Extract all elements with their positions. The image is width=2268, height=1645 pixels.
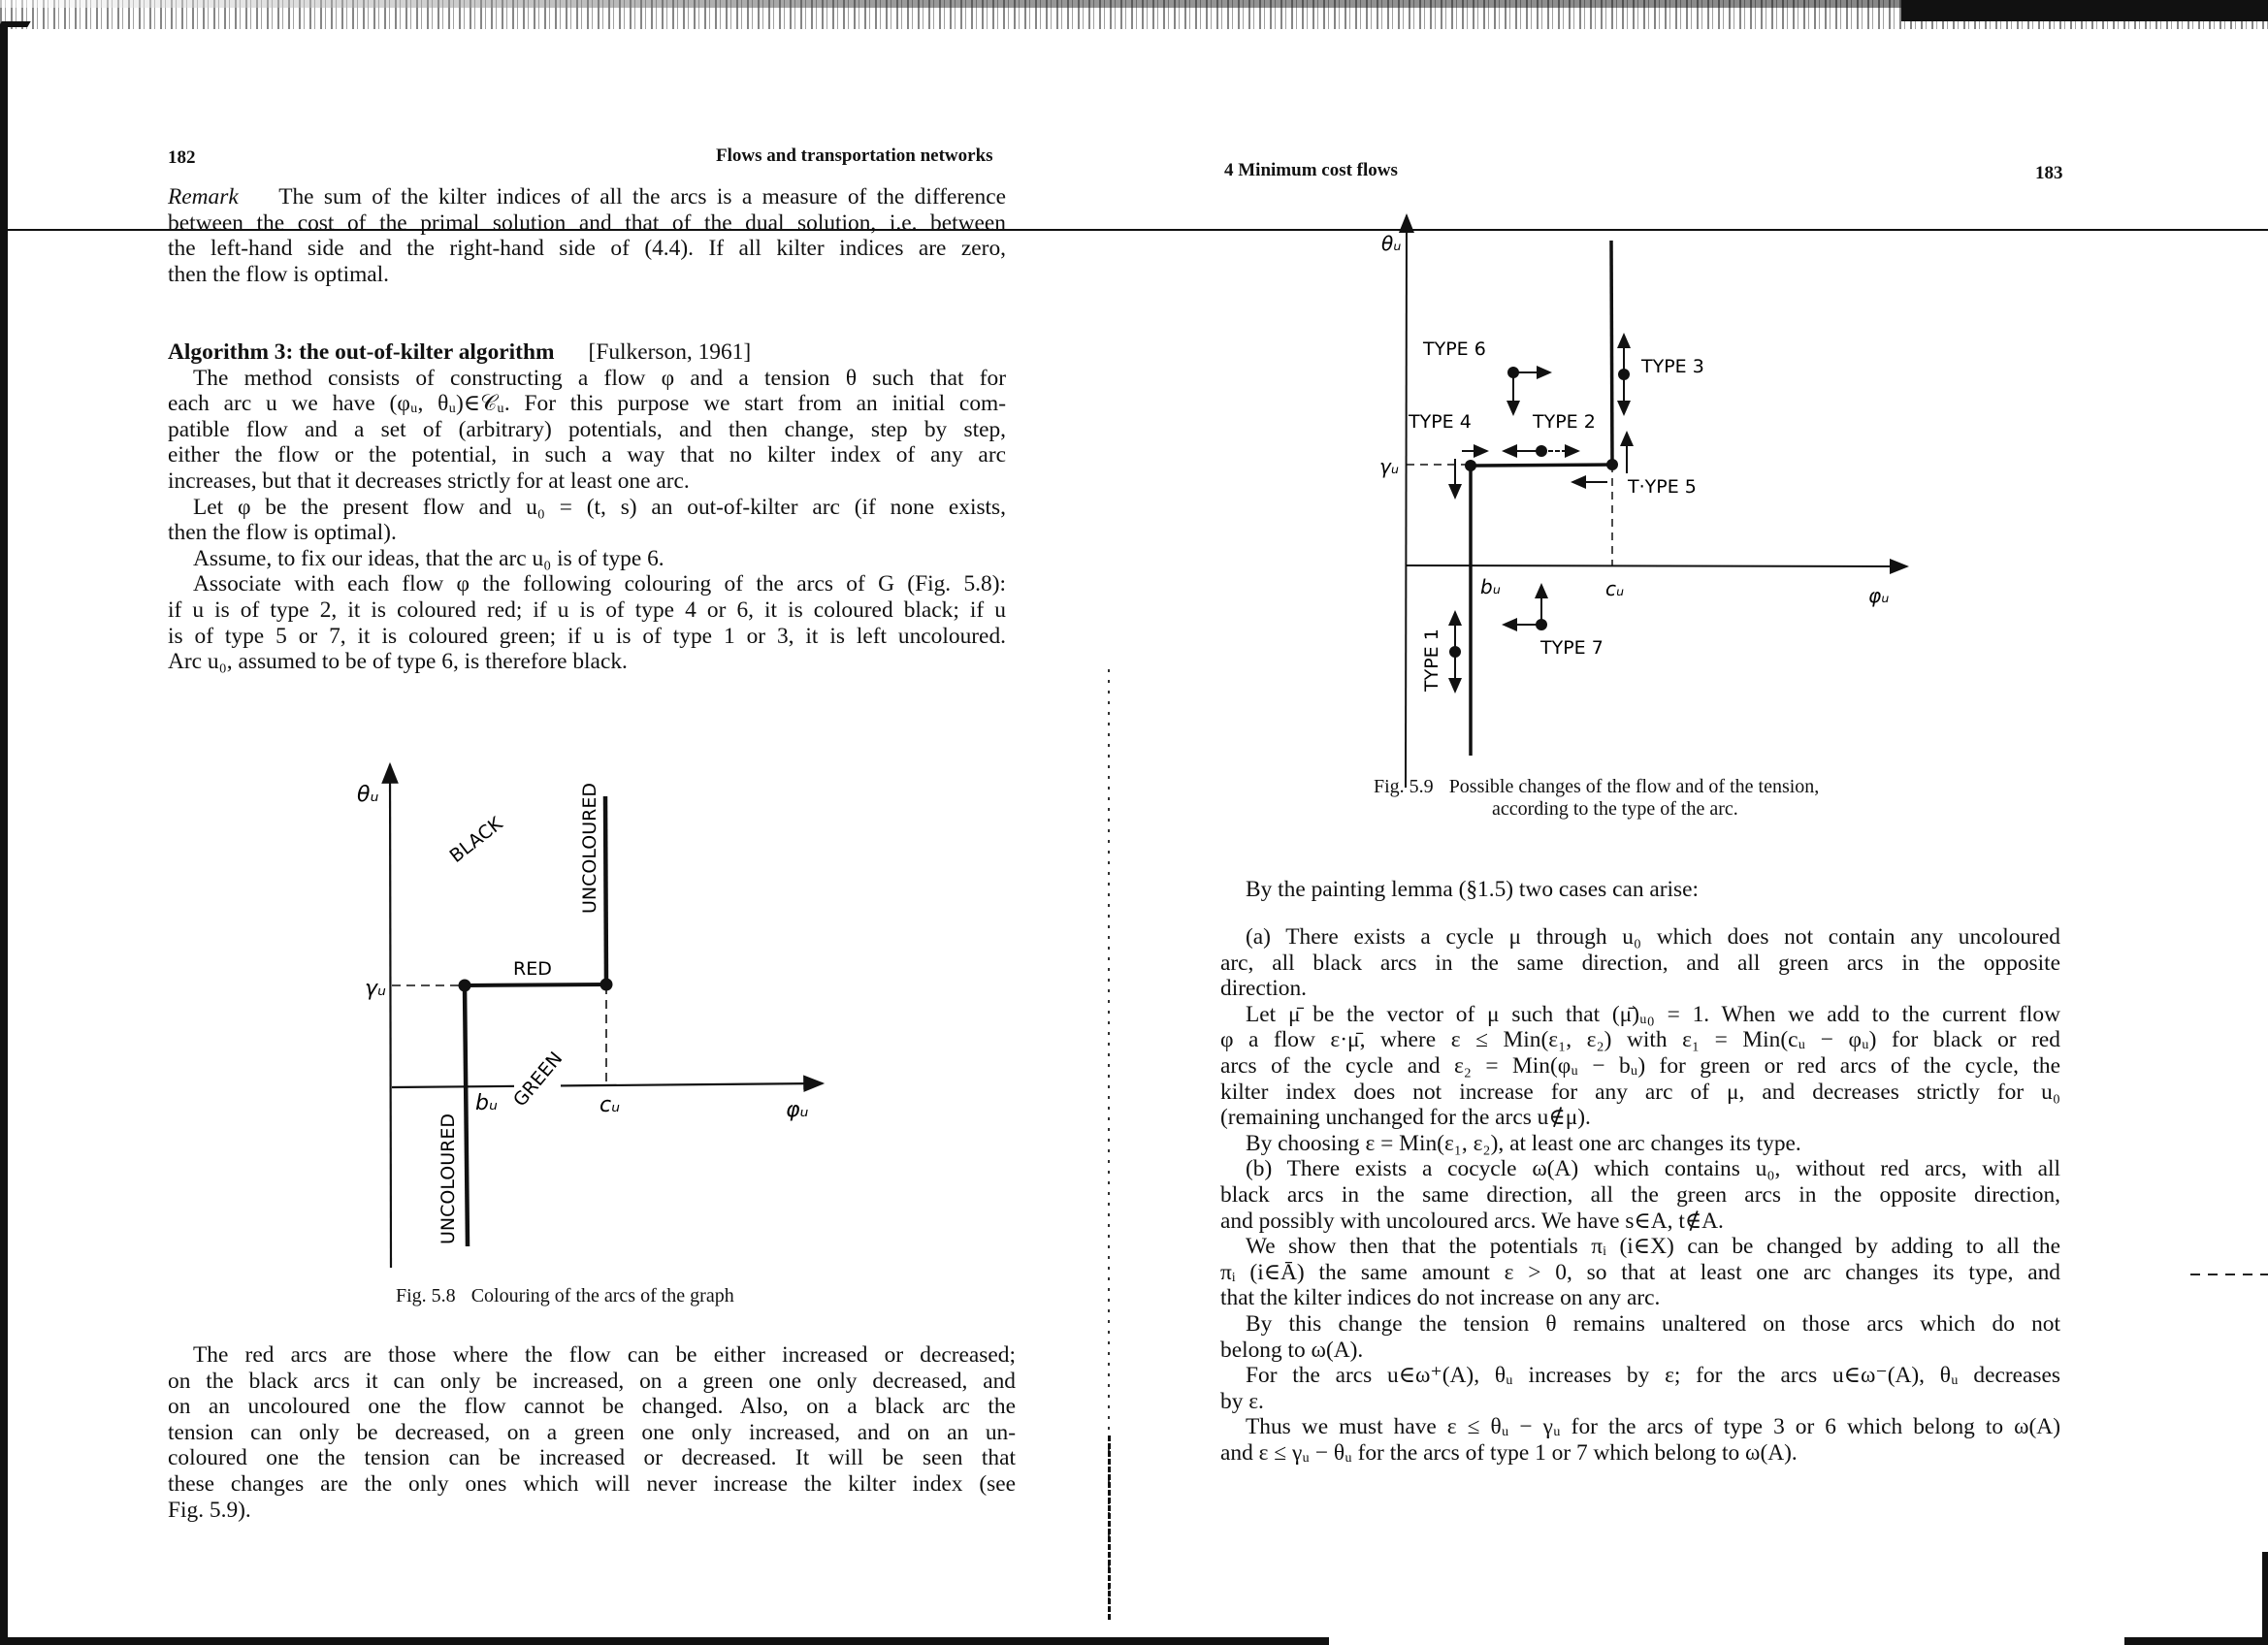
scan-edge-bottom-right xyxy=(2124,1637,2268,1645)
body-line: Fig. 5.9). xyxy=(168,1497,251,1523)
scan-edge-right xyxy=(2262,1552,2268,1637)
closing-paragraph xyxy=(168,1342,1016,1523)
body-line: πᵢ (i∈Ā) the same amount ε > 0, so that at least one arc changes its type, and xyxy=(1220,1259,2060,1285)
body-line: arc, all black arcs in the same direction, and all green arcs in the opposite xyxy=(1220,950,2060,976)
figure-5-8-caption xyxy=(396,1285,734,1307)
type3-label: TYPE 3 xyxy=(1641,356,1704,377)
remark-paragraph xyxy=(168,184,1006,287)
y-axis xyxy=(390,764,391,1268)
type2-label: TYPE 2 xyxy=(1533,411,1596,433)
caption-line: Possible changes of the flow and of the tension, xyxy=(1448,776,1820,797)
x-axis xyxy=(1407,565,1907,566)
remark-line: between the cost of the primal solution and that of the dual solution, i.e. between xyxy=(168,210,1006,236)
x-axis xyxy=(392,1083,823,1087)
tick-gamma: γᵤ xyxy=(365,977,386,1001)
body-line: by ε. xyxy=(1220,1388,1264,1414)
body-line: patible flow and a set of (arbitrary) potentials, and then change, step by step, xyxy=(168,416,1006,442)
body-line: The red arcs are those where the flow can be either increased or decreased; xyxy=(193,1342,1016,1368)
scan-edge-top-right xyxy=(1901,0,2268,21)
caption-number: Fig. 5.9 xyxy=(1374,776,1434,797)
body-line: We show then that the potentials πᵢ (i∈X) can be changed by adding to all the xyxy=(1246,1234,2060,1260)
vertical-segment-top xyxy=(1611,241,1612,465)
body-line: direction. xyxy=(1220,976,1307,1002)
body-line: then the flow is optimal). xyxy=(168,520,397,546)
red-arc-segment xyxy=(465,984,606,985)
y-axis xyxy=(1406,215,1407,788)
uncoloured-top-segment xyxy=(605,796,606,984)
running-head: 4 Minimum cost flows xyxy=(1224,160,1398,180)
point-b-gamma xyxy=(459,980,471,992)
book-gutter-dark xyxy=(1108,1435,1111,1620)
tick-b: bᵤ xyxy=(475,1091,498,1115)
body-line: (a) There exists a cycle μ through u₀ which does not contain any uncoloured xyxy=(1246,924,2060,950)
body-line: Arc u₀, assumed to be of type 6, is therefore black. xyxy=(168,649,628,675)
label-uncoloured-bottom: UNCOLOURED xyxy=(437,1113,459,1244)
label-green: GREEN xyxy=(508,1048,567,1112)
body-line: on the black arcs it can only be increased, on a green one only decreased, and xyxy=(168,1368,1016,1394)
caption-number: Fig. 5.8 xyxy=(396,1285,456,1306)
body-line: that the kilter indices do not increase on any arc. xyxy=(1220,1285,1661,1311)
tick-c: cᵤ xyxy=(1605,577,1625,600)
body-line: increases, but that it decreases strictly for at least one arc. xyxy=(168,468,690,494)
remark-line: the left-hand side and the right-hand side of (4.4). If all kilter indices are zero, xyxy=(168,236,1006,262)
remark-label: Remark xyxy=(168,184,239,210)
body-line: Associate with each flow φ the following colouring of the arcs of G (Fig. 5.8): xyxy=(193,571,1006,597)
caption-text: Colouring of the arcs of the graph xyxy=(470,1285,734,1306)
type6-label: TYPE 6 xyxy=(1423,339,1486,360)
uncoloured-bottom-segment xyxy=(465,985,468,1246)
body-line: Thus we must have ε ≤ θᵤ − γᵤ for the arcs of type 3 or 6 which belong to ω(A) xyxy=(1246,1414,2060,1440)
algorithm-citation: [Fulkerson, 1961] xyxy=(588,339,752,365)
page-number: 182 xyxy=(168,147,196,168)
body-line: Let φ be the present flow and u₀ = (t, s) an out-of-kilter arc (if none exists, xyxy=(193,494,1006,520)
body-line: By choosing ε = Min(ε₁, ε₂), at least one arc changes its type. xyxy=(1246,1130,1801,1156)
figure-5-9-caption xyxy=(1374,776,1819,821)
tick-b: bᵤ xyxy=(1480,575,1501,598)
axis-y-label: θᵤ xyxy=(357,783,379,807)
type1-label: TYPE 1 xyxy=(1421,629,1442,692)
body-line: (b) There exists a cocycle ω(A) which contains u₀, without red arcs, with all xyxy=(1246,1156,2060,1182)
label-red: RED xyxy=(513,958,552,980)
axis-x-label: φᵤ xyxy=(1868,584,1890,607)
stray-mark xyxy=(2190,1274,2268,1275)
point-c-gamma xyxy=(600,979,613,991)
body-line: For the arcs u∈ω⁺(A), θᵤ increases by ε; for the arcs u∈ω⁻(A), θᵤ decreases xyxy=(1246,1363,2060,1389)
body-line: By this change the tension θ remains unaltered on those arcs which do not xyxy=(1246,1310,2060,1337)
body-line: (remaining unchanged for the arcs u∉μ). xyxy=(1220,1105,1591,1131)
horizontal-segment xyxy=(1471,465,1612,466)
body-line: and ε ≤ γᵤ − θᵤ for the arcs of type 1 or 7 which belong to ω(A). xyxy=(1220,1439,1798,1466)
scan-edge-bottom-left xyxy=(0,1637,1329,1645)
body-line: either the flow or the potential, in such a way that no kilter index of any arc xyxy=(168,442,1006,468)
body-line: coloured one the tension can be increased or decreased. It will be seen that xyxy=(168,1445,1016,1471)
tick-c: cᵤ xyxy=(599,1093,621,1117)
body-line: Assume, to fix our ideas, that the arc u₀ is of type 6. xyxy=(193,545,664,571)
type4-label: TYPE 4 xyxy=(1409,411,1472,433)
point-c-gamma xyxy=(1606,459,1618,470)
body-line: and possibly with uncoloured arcs. We have s∈A, t∉A. xyxy=(1220,1208,1724,1234)
caption-line: according to the type of the arc. xyxy=(1492,798,1738,820)
remark-line: then the flow is optimal. xyxy=(168,261,390,287)
body-line: if u is of type 2, it is coloured red; if u is of type 4 or 6, it is coloured black; if u xyxy=(168,597,1006,623)
body-line: black arcs in the same direction, all the green arcs in the opposite direction, xyxy=(1220,1181,2060,1208)
body-line: By the painting lemma (§1.5) two cases can arise: xyxy=(1246,877,1700,902)
label-black: BLACK xyxy=(445,813,507,867)
axis-y-label: θᵤ xyxy=(1381,232,1402,255)
body-line: φ a flow ε·μ̄, where ε ≤ Min(ε₁, ε₂) with ε₁ = Min(cᵤ − φᵤ) for black or red xyxy=(1220,1027,2060,1053)
algorithm-heading: Algorithm 3: the out-of-kilter algorithm xyxy=(168,339,555,365)
type7-label: TYPE 7 xyxy=(1540,637,1604,659)
scan-edge-left xyxy=(0,27,8,1645)
body-line: Let μ̄ be the vector of μ such that (μ̄)ᵤ₀ = 1. When we add to the current flow xyxy=(1246,1001,2060,1027)
body-line: each arc u we have (φᵤ, θᵤ)∈𝒞ᵤ. For this purpose we start from an initial com- xyxy=(168,391,1006,417)
body-line: on an uncoloured one the flow cannot be changed. Also, on a black arc the xyxy=(168,1394,1016,1420)
point-b-gamma xyxy=(1465,460,1476,471)
page-number: 183 xyxy=(2035,163,2063,183)
body-line: tension can only be decreased, on a green one only increased, and on an un- xyxy=(168,1419,1016,1445)
body-line: The method consists of constructing a flow φ and a tension θ such that for xyxy=(193,365,1006,391)
body-line: arcs of the cycle and ε₂ = Min(φᵤ − bᵤ) for green or red arcs of the cycle, the xyxy=(1220,1052,2060,1079)
scan-edge-corner xyxy=(0,21,31,27)
type5-label: T·YPE 5 xyxy=(1628,476,1697,498)
tick-gamma: γᵤ xyxy=(1379,455,1399,478)
main-paragraphs xyxy=(1220,924,2060,1466)
running-head: Flows and transportation networks xyxy=(716,145,993,166)
body-line: kilter index does not increase for any arc of μ, and decreases strictly for u₀ xyxy=(1220,1079,2060,1105)
body-line: is of type 5 or 7, it is coloured green; if u is of type 1 or 3, it is left uncoloured. xyxy=(168,623,1006,649)
label-uncoloured-top: UNCOLOURED xyxy=(579,783,600,914)
axis-x-label: φᵤ xyxy=(786,1098,809,1122)
body-line: these changes are the only ones which will never increase the kilter index (see xyxy=(168,1470,1016,1497)
figure-5-9 xyxy=(1348,206,1930,792)
algorithm-section xyxy=(168,339,1006,675)
intro-paragraph xyxy=(1220,877,2060,903)
remark-line: The sum of the kilter indices of all the arcs is a measure of the difference xyxy=(278,184,1007,210)
figure-5-8 xyxy=(330,752,873,1280)
body-line: belong to ω(A). xyxy=(1220,1337,1364,1363)
